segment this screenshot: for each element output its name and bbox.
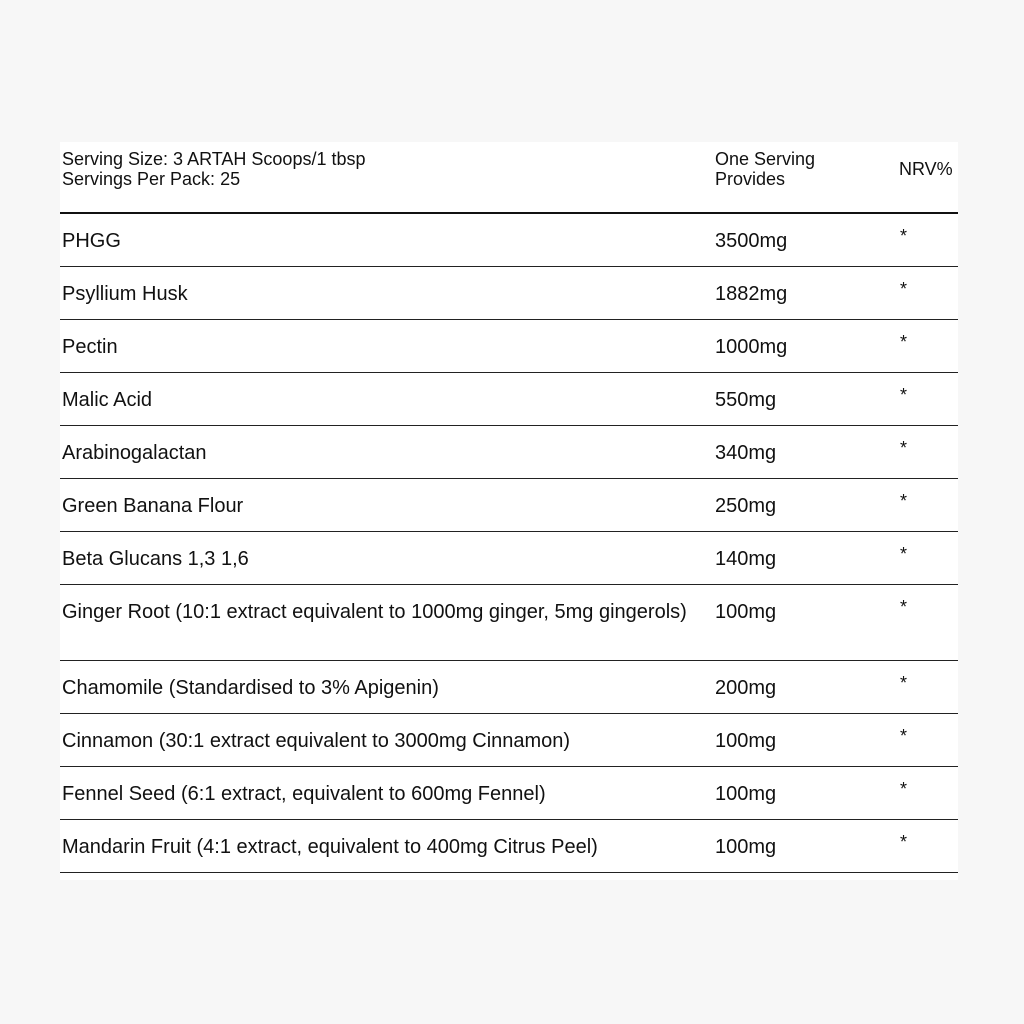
- ingredient-name: Cinnamon (30:1 extract equivalent to 3000mg Cinnamon): [62, 730, 571, 752]
- table-row: [60, 479, 958, 532]
- ingredient-nrv: *: [900, 279, 908, 299]
- ingredient-amount: 100mg: [715, 836, 777, 858]
- table-row: [60, 661, 958, 714]
- ingredient-amount: 340mg: [715, 442, 777, 464]
- nrv-column-header: NRV%: [899, 159, 953, 179]
- amount-column-header: [715, 149, 875, 189]
- ingredient-amount: 3500mg: [715, 230, 788, 252]
- ingredient-amount: 1882mg: [715, 283, 788, 305]
- ingredient-nrv: *: [900, 779, 908, 799]
- table-body: [60, 214, 958, 873]
- ingredient-amount: 200mg: [715, 677, 777, 699]
- supplement-facts-table: [60, 142, 958, 880]
- ingredient-amount: 140mg: [715, 548, 777, 570]
- table-header: [60, 142, 958, 214]
- ingredient-nrv: *: [900, 673, 908, 693]
- amount-column-header-line2: Provides: [715, 169, 786, 189]
- ingredient-nrv: *: [900, 332, 908, 352]
- table-row: [60, 426, 958, 479]
- ingredient-name: Psyllium Husk: [62, 283, 188, 305]
- ingredient-name: PHGG: [62, 230, 121, 252]
- table-row: [60, 767, 958, 820]
- ingredient-amount: 100mg: [715, 730, 777, 752]
- ingredient-name: Beta Glucans 1,3 1,6: [62, 548, 249, 570]
- ingredient-amount: 100mg: [715, 601, 777, 623]
- ingredient-nrv: *: [900, 385, 908, 405]
- table-row: [60, 373, 958, 426]
- table-row: [60, 214, 958, 267]
- ingredient-amount: 250mg: [715, 495, 777, 517]
- table-row: [60, 820, 958, 873]
- amount-column-header-line1: One Serving: [715, 149, 816, 169]
- table-row: [60, 714, 958, 767]
- ingredient-name: Chamomile (Standardised to 3% Apigenin): [62, 677, 439, 699]
- ingredient-name: Mandarin Fruit (4:1 extract, equivalent to 400mg Citrus Peel): [62, 836, 598, 858]
- ingredient-amount: 1000mg: [715, 336, 788, 358]
- table-row: [60, 267, 958, 320]
- ingredient-nrv: *: [900, 438, 908, 458]
- ingredient-nrv: *: [900, 597, 908, 617]
- ingredient-name: Fennel Seed (6:1 extract, equivalent to 600mg Fennel): [62, 783, 546, 805]
- ingredient-nrv: *: [900, 726, 908, 746]
- ingredient-amount: 550mg: [715, 389, 777, 411]
- ingredient-amount: 100mg: [715, 783, 777, 805]
- table-row: [60, 585, 958, 661]
- table-row: [60, 320, 958, 373]
- ingredient-nrv: *: [900, 544, 908, 564]
- servings-per-pack-text: Servings Per Pack: 25: [62, 169, 241, 189]
- table-row: [60, 532, 958, 585]
- ingredient-name: Pectin: [62, 336, 118, 358]
- ingredient-name: Arabinogalactan: [62, 442, 207, 464]
- ingredient-nrv: *: [900, 491, 908, 511]
- serving-size-text: Serving Size: 3 ARTAH Scoops/1 tbsp: [62, 149, 366, 169]
- ingredient-name: Green Banana Flour: [62, 495, 244, 517]
- ingredient-nrv: *: [900, 832, 908, 852]
- ingredient-name: Malic Acid: [62, 389, 153, 411]
- ingredient-nrv: *: [900, 226, 908, 246]
- ingredient-name: Ginger Root (10:1 extract equivalent to 1000mg ginger, 5mg gingerols): [62, 601, 687, 623]
